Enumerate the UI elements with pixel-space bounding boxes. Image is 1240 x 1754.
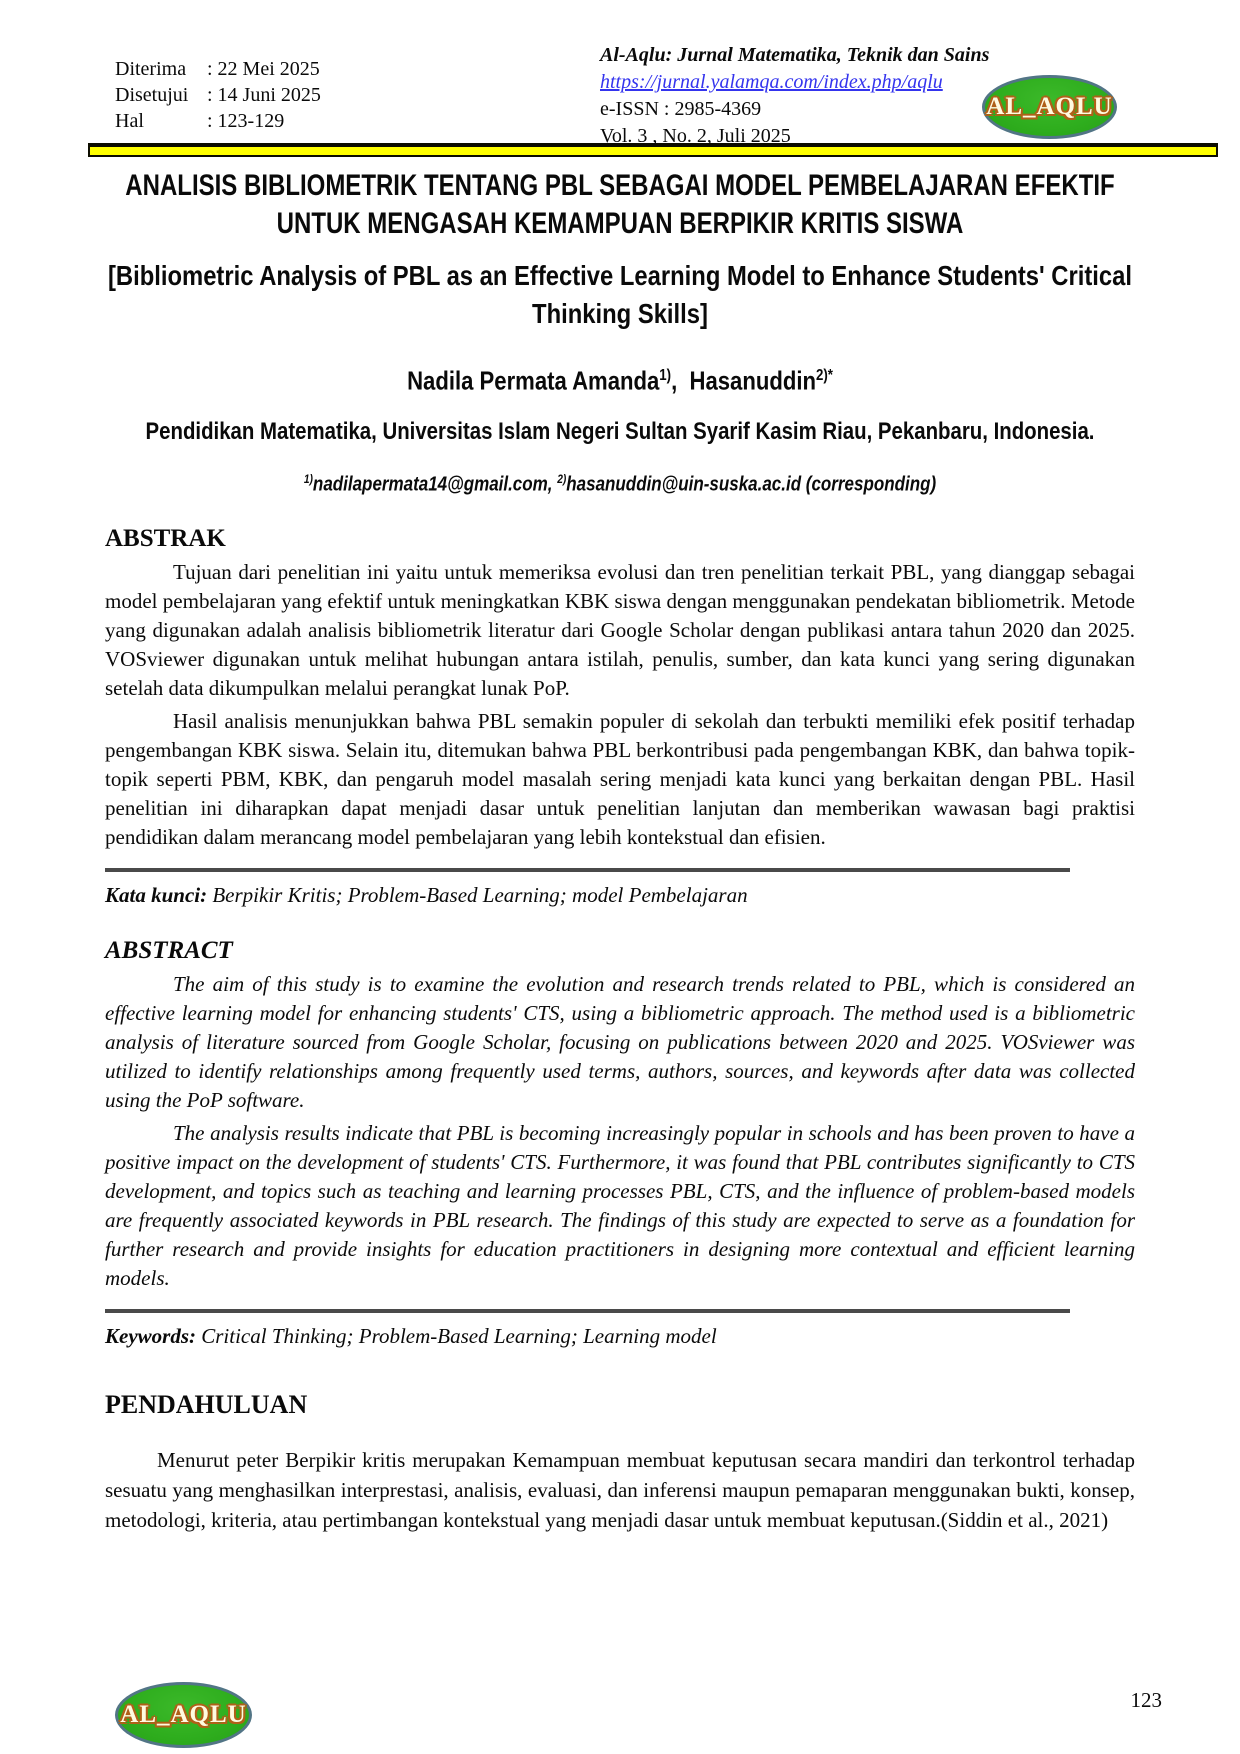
email-1-superscript: 1) (303, 471, 313, 486)
pages-label: Hal (115, 110, 144, 132)
accepted-label: Disetujui (115, 84, 189, 106)
abstrak-heading: ABSTRAK (105, 525, 226, 553)
al-aqlu-logo-header (982, 75, 1117, 139)
kata-kunci-divider (105, 868, 1070, 872)
abstrak-paragraph-2: Hasil analisis menunjukkan bahwa PBL semakin populer di sekolah dan terbukti memiliki efek positif terhadap pengembangan KBK siswa. Selain itu, ditemukan bahwa PBL berkontribusi pada pengembangan KBK, dan bahwa topik-topik seperti PBM, KBK, dan pengaruh model masalah sering menjadi kata kunci yang berkaitan dengan PBL. Hasil penelitian ini diharapkan dapat menjadi dasar untuk penelitian lanjutan dan memberikan wawasan bagi praktisi pendidikan dalam merancang model pembelajaran yang lebih kontekstual dan efisien. (105, 709, 1135, 850)
journal-name: Al-Aqlu: Jurnal Matematika, Teknik dan Sains (600, 44, 990, 66)
introduction-heading: PENDAHULUAN (105, 1390, 308, 1420)
page-number: 123 (1130, 1688, 1162, 1712)
kata-kunci-text: Berpikir Kritis; Problem-Based Learning; model Pembelajaran (207, 883, 748, 908)
meta-row-accepted (115, 82, 321, 108)
meta-row-received (115, 56, 321, 82)
introduction-paragraph-1: Menurut peter Berpikir kritis merupakan Kemampuan membuat keputusan secara mandiri dan terkontrol terhadap sesuatu yang menghasilkan interprestasi, analisis, evaluasi, dan inferensi maupun pemaparan menggunakan bukti, konsep, metodologi, kriteria, atau pertimbangan kontekstual yang menjadi dasar untuk membuat keputusan.(Siddin et al., 2021) (105, 1448, 1135, 1533)
al-aqlu-logo-footer (115, 1682, 252, 1748)
page-header (105, 0, 1135, 147)
kata-kunci-line (105, 881, 1135, 910)
email-2-superscript: 2) (557, 471, 567, 486)
keywords-divider (105, 1309, 1070, 1313)
keywords-line (105, 1322, 1135, 1351)
accepted-value: : 14 Juni 2025 (207, 84, 321, 106)
author-1-superscript: 1) (659, 367, 672, 384)
article-title-english: [Bibliometric Analysis of PBL as an Effective Learning Model to Enhance Students' Critical Thinking Skills] (108, 260, 1132, 329)
meta-row-pages (115, 108, 321, 134)
kata-kunci-label: Kata kunci: (105, 883, 208, 908)
author-2-name: Hasanuddin (689, 365, 816, 396)
journal-url-link[interactable]: https://jurnal.yalamqa.com/index.php/aqlu (600, 71, 943, 93)
keywords-label: Keywords: (105, 1324, 196, 1349)
affiliation: Pendidikan Matematika, Universitas Islam Negeri Sultan Syarif Kasim Riau, Pekanbaru, Indonesia. (145, 417, 1095, 445)
abstract-paragraph-2: The analysis results indicate that PBL is becoming increasingly popular in schools and has been proven to have a positive impact on the development of students' CTS. Furthermore, it was found that PBL contributes significantly to CTS development, and topics such as teaching and learning processes PBL, CTS, and the influence of problem-based models are frequently associated keywords in PBL research. The findings of this study are expected to serve as a foundation for further research and provide insights for education practitioners in designing more contextual and efficient learning models. (105, 1121, 1135, 1291)
submission-meta (115, 56, 321, 134)
author-separator: , (671, 365, 684, 396)
keywords-text: Critical Thinking; Problem-Based Learning; Learning model (196, 1324, 717, 1349)
pages-value: : 123-129 (207, 110, 285, 132)
journal-volume: Vol. 3 , No. 2, Juli 2025 (600, 125, 791, 147)
author-1-name: Nadila Permata Amanda (407, 365, 660, 396)
abstract-paragraph-1: The aim of this study is to examine the evolution and research trends related to PBL, which is considered an effective learning model for enhancing students' CTS, using a bibliometric approach. The method used is a bibliometric analysis of literature sourced from Google Scholar, focusing on publications between 2020 and 2025. VOSviewer was utilized to identify relationships among frequently used terms, authors, sources, and keywords after data was collected using the PoP software. (105, 972, 1135, 1113)
al-aqlu-logo-footer-text: AL_AQLU (120, 1701, 247, 1728)
email-1: nadilapermata14@gmail.com, (312, 473, 558, 496)
received-value: : 22 Mei 2025 (207, 58, 320, 80)
email-line (105, 466, 1135, 499)
journal-eissn: e-ISSN : 2985-4369 (600, 98, 762, 120)
abstract-heading: ABSTRACT (105, 937, 233, 965)
al-aqlu-logo-text: AL_AQLU (986, 93, 1113, 120)
journal-info (600, 42, 989, 150)
received-label: Diterima (115, 58, 187, 80)
article-title-indonesian: ANALISIS BIBLIOMETRIK TENTANG PBL SEBAGAI MODEL PEMBELAJARAN EFEKTIF UNTUK MENGASAH KEMAMPUAN BERPIKIR KRITIS SISWA (125, 169, 1115, 240)
email-2: hasanuddin@uin-suska.ac.id (corresponding) (566, 473, 937, 496)
author-line (105, 359, 1135, 398)
author-2-superscript: 2)* (815, 367, 833, 384)
abstrak-paragraph-1: Tujuan dari penelitian ini yaitu untuk memeriksa evolusi dan tren penelitian terkait PBL, yang dianggap sebagai model pembelajaran yang efektif untuk meningkatkan KBK siswa dengan menggunakan pendekatan bibliometrik. Metode yang digunakan adalah analisis bibliometrik literatur dari Google Scholar dengan publikasi antara tahun 2020 dan 2025. VOSviewer digunakan untuk melihat hubungan antara istilah, penulis, sumber, dan kata kunci yang sering digunakan setelah data dikumpulkan melalui perangkat lunak PoP. (105, 560, 1135, 701)
